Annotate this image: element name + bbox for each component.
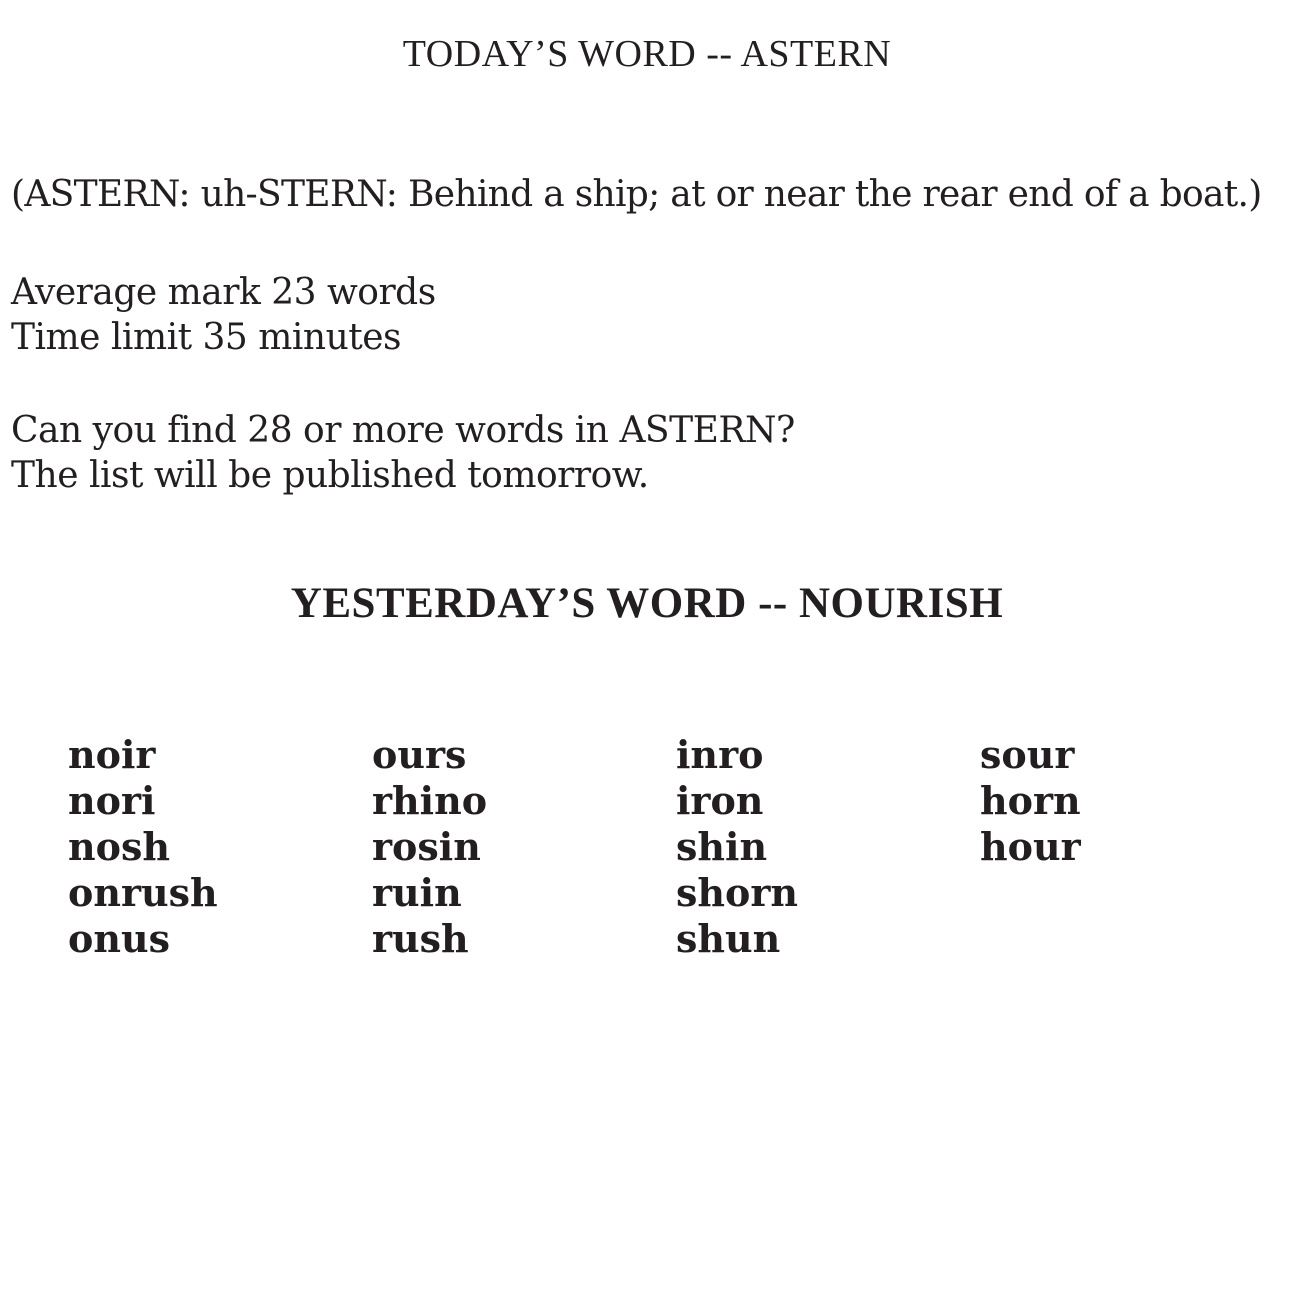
word-item: rhino [372,778,488,823]
publish-note: The list will be published tomorrow. [11,455,649,496]
word-column [372,732,676,962]
word-item: ruin [372,870,462,915]
word-item: inro [676,732,764,777]
yesterdays-word-title: YESTERDAY’S WORD -- NOURISH [290,580,1004,627]
challenge-question: Can you find 28 or more words in ASTERN? [11,410,795,451]
word-item: shorn [676,870,799,915]
word-item: onrush [68,870,218,915]
word-item: onus [68,916,170,961]
word-item: nosh [68,824,170,869]
todays-word-title: TODAY’S WORD -- ASTERN [402,33,892,75]
word-item: rush [372,916,469,961]
word-item: shin [676,824,768,869]
word-item: iron [676,778,764,823]
word-item: sour [980,732,1075,777]
puzzle-stats [11,270,436,360]
word-item: rosin [372,824,481,869]
word-item: noir [68,732,156,777]
word-list [68,732,1284,962]
word-item: hour [980,824,1081,869]
word-item: nori [68,778,156,823]
word-item: horn [980,778,1081,823]
challenge-text [11,408,795,498]
average-mark: Average mark 23 words [11,272,436,313]
word-definition: (ASTERN: uh-STERN: Behind a ship; at or near the rear end of a boat.) [11,174,1262,215]
word-item: shun [676,916,781,961]
word-item: ours [372,732,467,777]
word-column [68,732,372,962]
word-column [676,732,980,962]
time-limit: Time limit 35 minutes [11,317,402,358]
word-column [980,732,1284,962]
